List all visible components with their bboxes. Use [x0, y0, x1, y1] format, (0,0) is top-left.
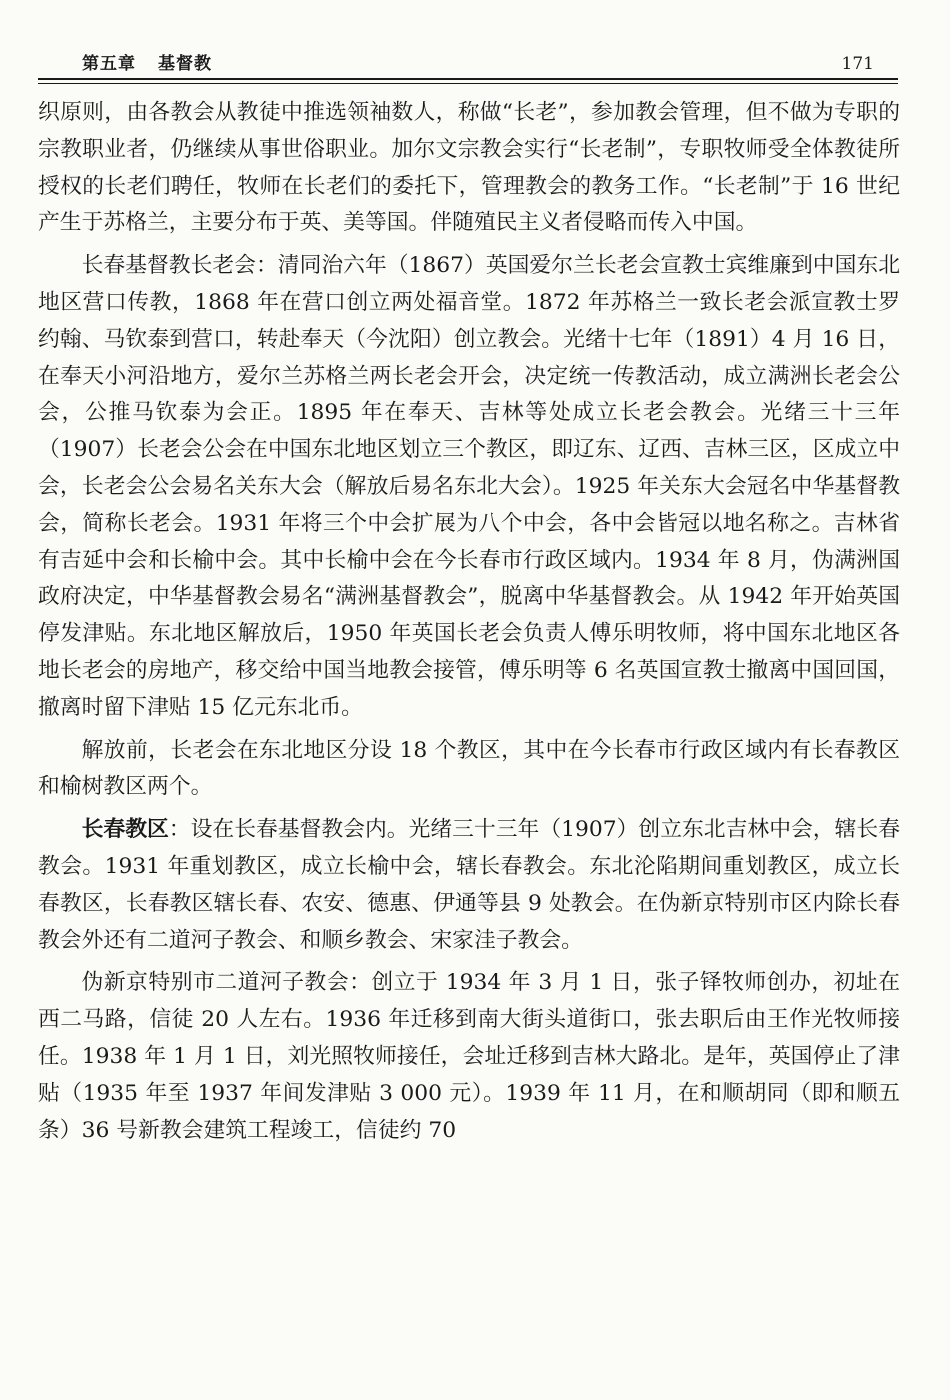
header-rule-thin: [38, 83, 898, 84]
chapter-number: 第五章: [82, 54, 136, 74]
paragraph-changchun-district-text: ：设在长春基督教会内。光绪三十三年（1907）创立东北吉林中会，辖长春教会。1931 年重划教区，成立长榆中会，辖长春教会。东北沦陷期间重划教区，成立长春教区，长春教区辖长春、农安、德惠、伊通等县 9 处教会。在伪新京特别市区内除长春教会外还有二道河子教会、和顺乡教会、宋家洼子教会。: [38, 817, 900, 953]
section-lead-term: 长春教区: [81, 817, 169, 843]
chapter-name: 基督教: [158, 54, 212, 74]
paragraph-continued: 织原则，由各教会从教徒中推选领袖数人，称做“长老”，参加教会管理，但不做为专职的宗教职业者，仍继续从事世俗职业。加尔文宗教会实行“长老制”，专职牧师受全体教徒所授权的长老们聘任，牧师在长老们的委托下，管理教会的教务工作。“长老制”于 16 世纪产生于苏格兰，主要分布于英、美等国。伴随殖民主义者侵略而传入中国。: [38, 100, 900, 236]
paragraph-changchun-presbyterian: 长春基督教长老会：清同治六年（1867）英国爱尔兰长老会宣教士宾维廉到中国东北地区营口传教，1868 年在营口创立两处福音堂。1872 年苏格兰一致长老会派宣教士罗约翰、马钦泰到营口，转赴奉天（今沈阳）创立教会。光绪十七年（1891）4 月 16 日，在奉天小河沿地方，爱尔兰苏格兰两长老会开会，决定统一传教活动，成立满洲长老会公会，公推马钦泰为会正。1895 年在奉天、吉林等处成立长老会教会。光绪三十三年（1907）长老会公会在中国东北地区划立三个教区，即辽东、辽西、吉林三区，区成立中会，长老会公会易名关东大会（解放后易名东北大会）。1925 年关东大会冠名中华基督教会，简称长老会。1931 年将三个中会扩展为八个中会，各中会皆冠以地名称之。吉林省有吉延中会和长榆中会。其中长榆中会在今长春市行政区域内。1934 年 8 月，伪满洲国政府决定，中华基督教会易名“满洲基督教会”，脱离中华基督教会。从 1942 年开始英国停发津贴。东北地区解放后，1950 年英国长老会负责人傅乐明牧师，将中国东北地区各地长老会的房地产，移交给中国当地教会接管，傅乐明等 6 名英国宣教士撤离中国回国，撤离时留下津贴 15 亿元东北币。: [38, 253, 900, 720]
running-header: [38, 44, 874, 74]
paragraph-erdaohezi-church: 伪新京特别市二道河子教会：创立于 1934 年 3 月 1 日，张子铎牧师创办，初址在西二马路，信徒 20 人左右。1936 年迁移到南大街头道街口，张去职后由王作光牧师接任。1938 年 1 月 1 日，刘光照牧师接任，会址迁移到吉林大路北。是年，英国停止了津贴（1935 年至 1937 年间发津贴 3 000 元）。1939 年 11 月，在和顺胡同（即和顺五条）36 号新教会建筑工程竣工，信徒约 70: [38, 970, 900, 1143]
header-rule-thick: [38, 78, 898, 80]
paragraph-changchun-district: [38, 812, 900, 959]
paragraph-districts: 解放前，长老会在东北地区分设 18 个教区，其中在今长春市行政区域内有长春教区和榆树教区两个。: [38, 737, 900, 800]
chapter-title: [38, 49, 212, 74]
body-text: [38, 95, 900, 1149]
page-number: 171: [841, 54, 874, 74]
